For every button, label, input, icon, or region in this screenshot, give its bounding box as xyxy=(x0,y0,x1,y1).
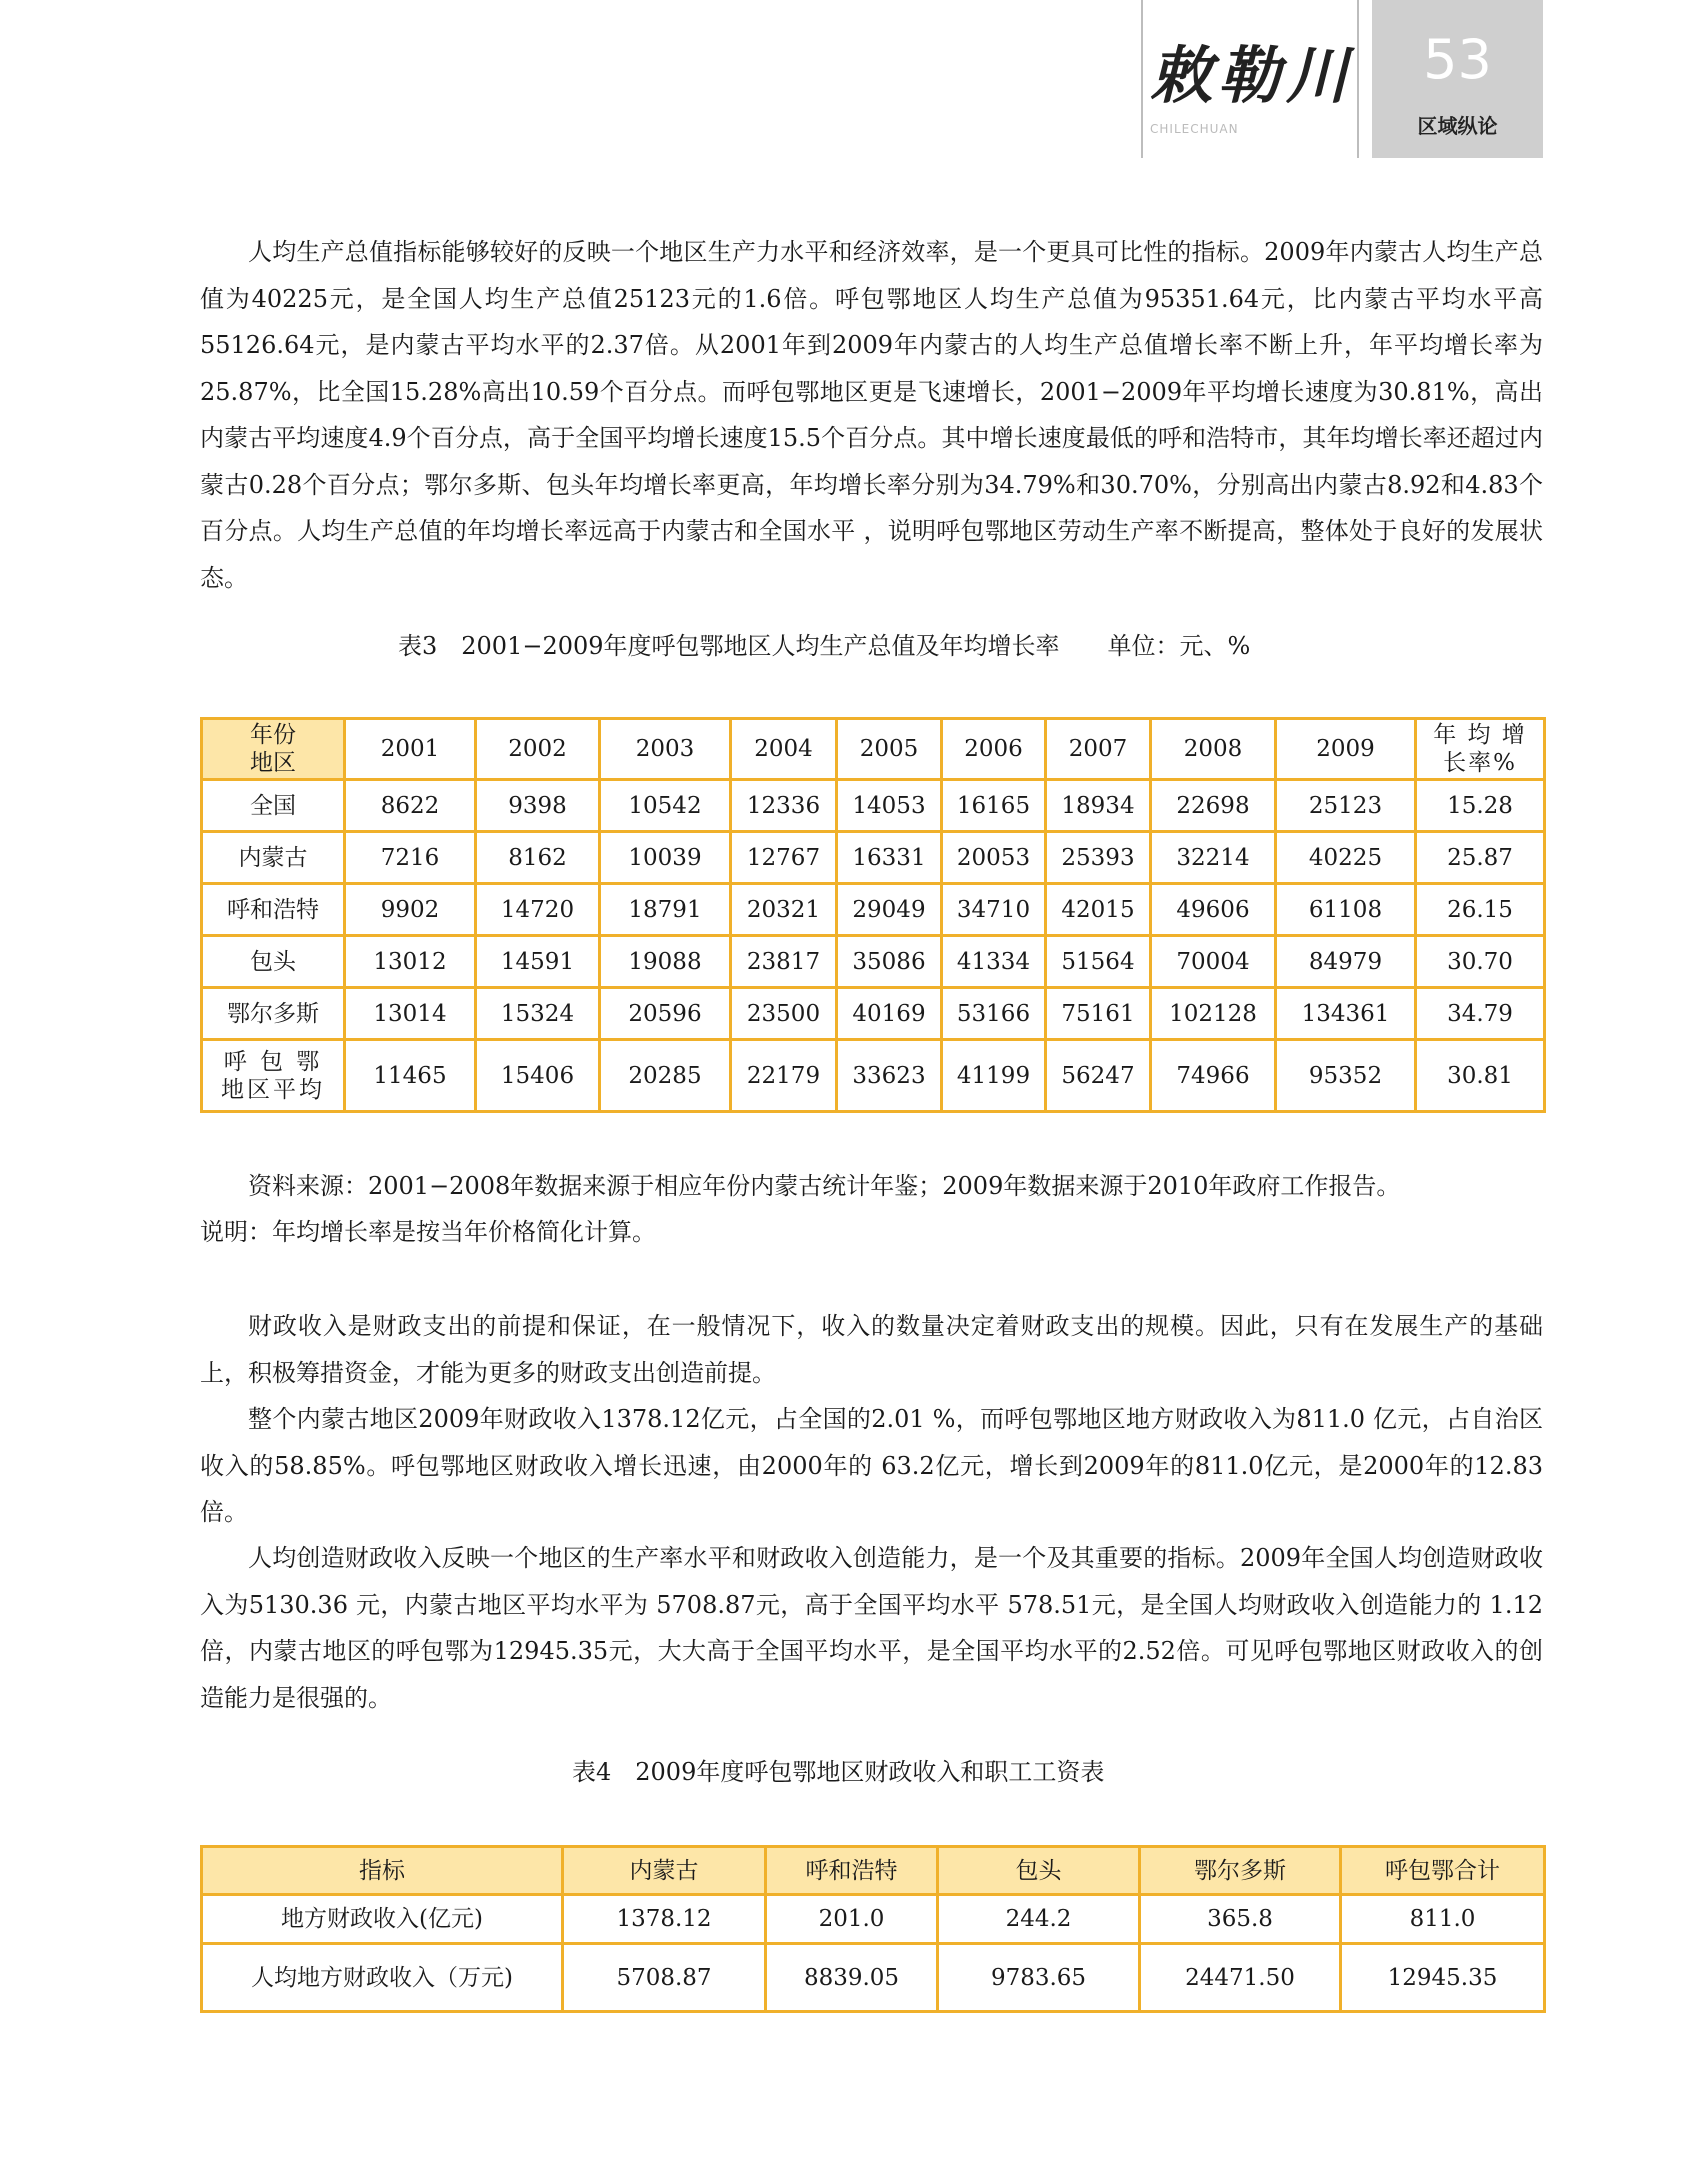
table3-region-cell: 包头 xyxy=(202,936,345,988)
table3-value-cell: 74966 xyxy=(1151,1040,1276,1112)
table4-header-region: 包头 xyxy=(938,1847,1140,1895)
table3-value-cell: 29049 xyxy=(837,884,942,936)
table3-value-cell: 32214 xyxy=(1151,832,1276,884)
table4-header-region: 呼和浩特 xyxy=(766,1847,938,1895)
table3-year-header: 2009 xyxy=(1276,719,1416,780)
table3-value-cell: 16331 xyxy=(837,832,942,884)
table3-row xyxy=(202,884,1545,936)
table3-year-header: 2008 xyxy=(1151,719,1276,780)
brand-english: CHILECHUAN xyxy=(1150,122,1239,136)
page-number-box xyxy=(1372,0,1543,158)
table3-value-cell: 10542 xyxy=(600,780,731,832)
table3-region-cell: 呼 包 鄂 地区平均 xyxy=(202,1040,345,1112)
table3-value-cell: 40225 xyxy=(1276,832,1416,884)
table3-rate-header: 年 均 增长率% xyxy=(1416,719,1545,780)
paragraph-fiscal-revenue: 财政收入是财政支出的前提和保证，在一般情况下，收入的数量决定着财政支出的规模。因此，只有在发展生产的基础上，积极筹措资金，才能为更多的财政支出创造前提。 xyxy=(200,1312,1543,1387)
paragraph-per-capita-fiscal: 人均创造财政收入反映一个地区的生产率水平和财政收入创造能力，是一个及其重要的指标。2009年全国人均创造财政收入为5130.36 元，内蒙古地区平均水平为 5708.87元，高于全国平均水平 578.51元，是全国人均财政收入创造能力的 1.12倍，内蒙古地区的呼包鄂为12945.35元，大大高于全国平均水平，是全国平均水平的2.52倍。可见呼包鄂地区财政收入的创造能力是很强的。 xyxy=(200,1544,1543,1712)
table3-value-cell: 25123 xyxy=(1276,780,1416,832)
table4-cell-indicator: 地方财政收入(亿元) xyxy=(202,1895,563,1944)
table3-header-row xyxy=(202,719,1545,780)
table4-cell: 5708.87 xyxy=(563,1944,766,2012)
table3-value-cell: 13014 xyxy=(345,988,476,1040)
table3-source: 资料来源：2001−2008年数据来源于相应年份内蒙古统计年鉴；2009年数据来源于2010年政府工作报告。 xyxy=(248,1172,1401,1200)
table3-corner-region: 地区 xyxy=(250,750,296,776)
table3-value-cell: 75161 xyxy=(1046,988,1151,1040)
table3-value-cell: 15406 xyxy=(476,1040,600,1112)
table3-value-cell: 11465 xyxy=(345,1040,476,1112)
table4-cell: 9783.65 xyxy=(938,1944,1140,2012)
table4-cell-indicator: 人均地方财政收入（万元) xyxy=(202,1944,563,2012)
table3-value-cell: 12336 xyxy=(731,780,837,832)
table3-region-cell: 内蒙古 xyxy=(202,832,345,884)
table3-rate-cell: 34.79 xyxy=(1416,988,1545,1040)
table3-value-cell: 22179 xyxy=(731,1040,837,1112)
table3-year-header: 2003 xyxy=(600,719,731,780)
brand-calligraphy: 敕勒川 xyxy=(1150,39,1355,112)
table3-value-cell: 22698 xyxy=(1151,780,1276,832)
table3-value-cell: 35086 xyxy=(837,936,942,988)
table3-row xyxy=(202,936,1545,988)
table3-value-cell: 18934 xyxy=(1046,780,1151,832)
table4-cell: 201.0 xyxy=(766,1895,938,1944)
table4-header-total: 呼包鄂合计 xyxy=(1341,1847,1545,1895)
table3-corner-year: 年份 xyxy=(250,722,296,748)
table3-value-cell: 7216 xyxy=(345,832,476,884)
table4-caption: 表4 2009年度呼包鄂地区财政收入和职工工资表 xyxy=(572,1758,1105,1786)
table4-cell: 244.2 xyxy=(938,1895,1140,1944)
table3-year-header: 2006 xyxy=(942,719,1046,780)
table3-year-header: 2004 xyxy=(731,719,837,780)
table3-rate-cell: 25.87 xyxy=(1416,832,1545,884)
page-number: 53 xyxy=(1423,28,1492,91)
table3-region-cell: 全国 xyxy=(202,780,345,832)
table3-rate-cell: 15.28 xyxy=(1416,780,1545,832)
table3-value-cell: 53166 xyxy=(942,988,1046,1040)
table3-rate-cell: 30.70 xyxy=(1416,936,1545,988)
table3-value-cell: 13012 xyxy=(345,936,476,988)
table3-value-cell: 134361 xyxy=(1276,988,1416,1040)
brand-logo xyxy=(1150,36,1355,116)
table3-region-cell: 鄂尔多斯 xyxy=(202,988,345,1040)
table3 xyxy=(200,717,1546,1113)
header-divider-left xyxy=(1141,0,1143,158)
header-divider-right xyxy=(1357,0,1359,158)
table3-value-cell: 23817 xyxy=(731,936,837,988)
table3-value-cell: 56247 xyxy=(1046,1040,1151,1112)
table3-year-header: 2001 xyxy=(345,719,476,780)
table3-value-cell: 8162 xyxy=(476,832,600,884)
table3-corner-cell xyxy=(202,719,345,780)
table4-cell: 1378.12 xyxy=(563,1895,766,1944)
paragraph-per-capita-gdp: 人均生产总值指标能够较好的反映一个地区生产力水平和经济效率，是一个更具可比性的指标。2009年内蒙古人均生产总值为40225元，是全国人均生产总值25123元的1.6倍。呼包鄂地区人均生产总值为95351.64元，比内蒙古平均水平高55126.64元，是内蒙古平均水平的2.37倍。从2001年到2009年内蒙古的人均生产总值增长率不断上升，年平均增长率为25.87%，比全国15.28%高出10.59个百分点。而呼包鄂地区更是飞速增长，2001−2009年平均增长速度为30.81%，高出内蒙古平均速度4.9个百分点，高于全国平均增长速度15.5个百分点。其中增长速度最低的呼和浩特市，其年均增长率还超过内蒙古0.28个百分点；鄂尔多斯、包头年均增长率更高，年均增长率分别为34.79%和30.70%，分别高出内蒙古8.92和4.83个百分点。人均生产总值的年均增长率远高于内蒙古和全国水平 ，说明呼包鄂地区劳动生产率不断提高，整体处于良好的发展状态。 xyxy=(200,238,1543,592)
table3-rate-cell: 30.81 xyxy=(1416,1040,1545,1112)
table3-region-cell: 呼和浩特 xyxy=(202,884,345,936)
table4-header-region: 鄂尔多斯 xyxy=(1140,1847,1341,1895)
table3-value-cell: 20321 xyxy=(731,884,837,936)
table4-header-row xyxy=(202,1847,1545,1895)
table3-year-header: 2005 xyxy=(837,719,942,780)
table3-value-cell: 20285 xyxy=(600,1040,731,1112)
table3-value-cell: 40169 xyxy=(837,988,942,1040)
table3-note: 说明：年均增长率是按当年价格简化计算。 xyxy=(200,1218,656,1246)
table4-header-region: 内蒙古 xyxy=(563,1847,766,1895)
table4-row xyxy=(202,1944,1545,2012)
table4-cell: 811.0 xyxy=(1341,1895,1545,1944)
table3-value-cell: 20053 xyxy=(942,832,1046,884)
table3-value-cell: 41199 xyxy=(942,1040,1046,1112)
table3-year-header: 2002 xyxy=(476,719,600,780)
table4-header-indicator: 指标 xyxy=(202,1847,563,1895)
table3-value-cell: 19088 xyxy=(600,936,731,988)
table3-body xyxy=(202,780,1545,1112)
table3-value-cell: 14053 xyxy=(837,780,942,832)
table3-value-cell: 18791 xyxy=(600,884,731,936)
table3-value-cell: 61108 xyxy=(1276,884,1416,936)
table3-value-cell: 49606 xyxy=(1151,884,1276,936)
table3-value-cell: 95352 xyxy=(1276,1040,1416,1112)
table4-cell: 12945.35 xyxy=(1341,1944,1545,2012)
table3-value-cell: 23500 xyxy=(731,988,837,1040)
table4-cell: 8839.05 xyxy=(766,1944,938,2012)
table3-row xyxy=(202,780,1545,832)
table3-value-cell: 70004 xyxy=(1151,936,1276,988)
table3-value-cell: 102128 xyxy=(1151,988,1276,1040)
table3-rate-cell: 26.15 xyxy=(1416,884,1545,936)
table3-value-cell: 33623 xyxy=(837,1040,942,1112)
table3-value-cell: 15324 xyxy=(476,988,600,1040)
table4-cell: 24471.50 xyxy=(1140,1944,1341,2012)
table3-row xyxy=(202,832,1545,884)
table3-value-cell: 9398 xyxy=(476,780,600,832)
table3-value-cell: 9902 xyxy=(345,884,476,936)
table3-value-cell: 41334 xyxy=(942,936,1046,988)
table3-row xyxy=(202,1040,1545,1112)
table3-caption: 表3 2001−2009年度呼包鄂地区人均生产总值及年均增长率 单位：元、% xyxy=(398,632,1251,660)
table3-value-cell: 25393 xyxy=(1046,832,1151,884)
table3-value-cell: 14720 xyxy=(476,884,600,936)
table4-row xyxy=(202,1895,1545,1944)
table4 xyxy=(200,1845,1546,2013)
table3-value-cell: 84979 xyxy=(1276,936,1416,988)
table3-value-cell: 12767 xyxy=(731,832,837,884)
table3-value-cell: 42015 xyxy=(1046,884,1151,936)
table3-value-cell: 14591 xyxy=(476,936,600,988)
table3-value-cell: 20596 xyxy=(600,988,731,1040)
table4-cell: 365.8 xyxy=(1140,1895,1341,1944)
table3-value-cell: 10039 xyxy=(600,832,731,884)
table3-value-cell: 8622 xyxy=(345,780,476,832)
table3-value-cell: 16165 xyxy=(942,780,1046,832)
paragraph-fiscal-total: 整个内蒙古地区2009年财政收入1378.12亿元，占全国的2.01 %，而呼包鄂地区地方财政收入为811.0 亿元，占自治区收入的58.85%。呼包鄂地区财政收入增长迅速，由2000年的 63.2亿元，增长到2009年的811.0亿元，是2000年的12.83倍。 xyxy=(200,1405,1543,1526)
table3-row xyxy=(202,988,1545,1040)
section-title: 区域纵论 xyxy=(1417,114,1498,138)
table3-value-cell: 34710 xyxy=(942,884,1046,936)
table3-value-cell: 51564 xyxy=(1046,936,1151,988)
table3-year-header: 2007 xyxy=(1046,719,1151,780)
